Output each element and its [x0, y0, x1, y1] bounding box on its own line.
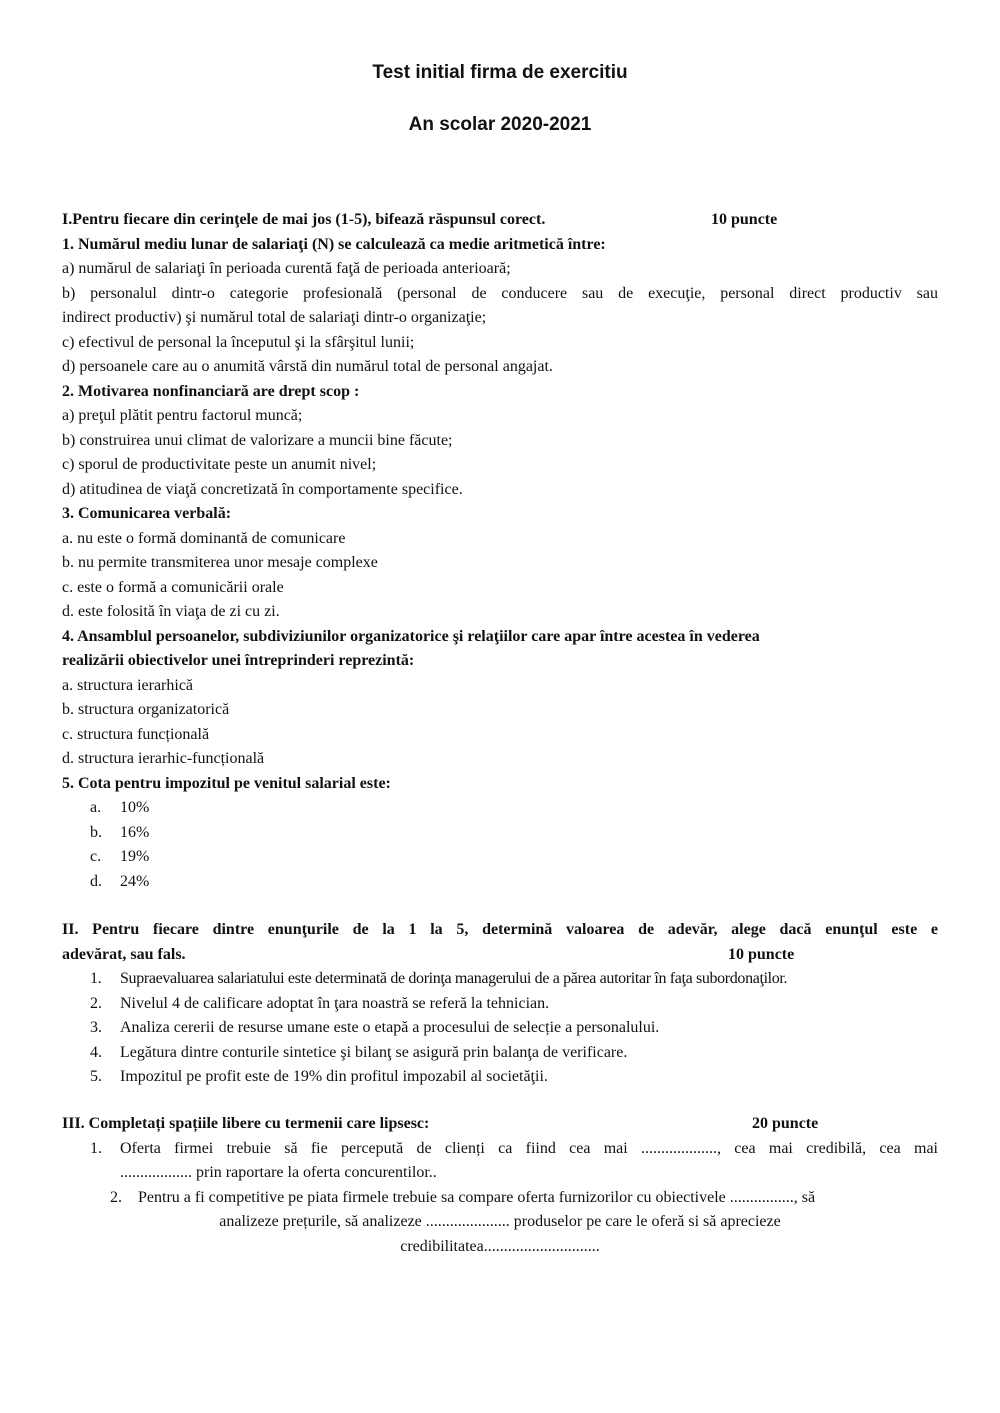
fill-in-number: 1. — [90, 1139, 102, 1157]
section-1 — [62, 208, 938, 894]
question-3-option-d: d. este folosită în viaţa de zi cu zi. — [62, 603, 280, 620]
section-2-heading-line-2: adevărat, sau fals. — [62, 945, 186, 963]
fill-in-item-1 — [62, 1137, 938, 1186]
question-4-line-1: 4. Ansamblul persoanelor, subdiviziunilor organizatorice şi relaţiilor care apar între acestea în vederea — [62, 627, 760, 645]
question-5-option-c — [62, 845, 938, 870]
question-2-option-c: c) sporul de productivitate peste un anumit nivel; — [62, 456, 377, 473]
question-3-option-a: a. nu este o formă dominantă de comunicare — [62, 529, 346, 547]
question-2-option-d: d) atitudinea de viaţă concretizată în comportamente specifice. — [62, 480, 463, 498]
question-4-option-a: a. structura ierarhică — [62, 676, 194, 694]
option-value: 24% — [120, 872, 150, 890]
section-3-heading-row — [62, 1112, 938, 1137]
question-1-option-c: c) efectivul de personal la începutul şi la sfârşitul lunii; — [62, 333, 415, 351]
question-4-option-b: b. structura organizatorică — [62, 701, 230, 718]
fill-in-1-line-2: .................. prin raportare la oferta concurentilor.. — [120, 1164, 437, 1181]
option-label: a. — [90, 799, 102, 816]
question-2: 2. Motivarea nonfinanciară are drept scop : — [62, 382, 360, 400]
statement-text: Supraevaluarea salariatului este determinată de dorinţa managerului de a părea autoritar în faţa subordonaţilor. — [120, 970, 788, 987]
statement-text: Impozitul pe profit este de 19% din profitul impozabil al societăţii. — [120, 1068, 548, 1085]
question-1-option-b-cont: indirect productiv) şi numărul total de salariaţi dintr-o organizaţie; — [62, 309, 487, 326]
statement-number: 4. — [90, 1043, 102, 1061]
section-1-heading-row — [62, 208, 938, 233]
section-1-heading: I.Pentru fiecare din cerinţele de mai jos (1-5), bifează răspunsul corect. — [62, 211, 546, 228]
question-3-option-c: c. este o formă a comunicării orale — [62, 578, 284, 596]
statement-number: 2. — [90, 994, 102, 1012]
fill-in-number: 2. — [110, 1188, 122, 1206]
option-label: c. — [90, 848, 102, 865]
section-3 — [62, 1112, 938, 1259]
question-5-option-a — [62, 796, 938, 821]
section-2 — [62, 918, 938, 1090]
statement-text: Legătura dintre conturile sintetice şi bilanţ se asigură prin balanţa de verificare. — [120, 1043, 628, 1061]
option-value: 19% — [120, 848, 150, 865]
section-2-heading-row — [62, 943, 938, 968]
question-1-option-a: a) numărul de salariaţi în perioada curentă faţă de perioada anterioară; — [62, 260, 511, 277]
option-value: 10% — [120, 799, 150, 816]
statement-4 — [62, 1041, 938, 1066]
fill-in-items — [62, 1137, 938, 1260]
option-label: d. — [90, 872, 102, 890]
question-2-option-a: a) preţul plătit pentru factorul muncă; — [62, 407, 303, 424]
statement-2 — [62, 992, 938, 1017]
statement-number: 1. — [90, 970, 102, 987]
statement-number: 3. — [90, 1019, 102, 1036]
question-1: 1. Numărul mediu lunar de salariaţi (N) se calculează ca medie aritmetică între: — [62, 235, 606, 253]
fill-in-item-2 — [62, 1186, 938, 1260]
statement-5 — [62, 1065, 938, 1090]
section-3-heading: III. Completați spațiile libere cu termenii care lipsesc: — [62, 1115, 430, 1132]
question-5: 5. Cota pentru impozitul pe venitul salarial este: — [62, 774, 391, 792]
statement-number: 5. — [90, 1068, 102, 1085]
statement-3 — [62, 1016, 938, 1041]
fill-in-2-line-2: analizeze prețurile, să analizeze ..................... produselor pe care le oferă si să aprecieze — [219, 1213, 781, 1230]
section-1-points: 10 puncte — [711, 211, 778, 228]
statement-text: Nivelul 4 de calificare adoptat în ţara noastră se referă la tehnician. — [120, 994, 550, 1012]
question-3-option-b: b. nu permite transmiterea unor mesaje complexe — [62, 554, 378, 571]
fill-in-2-line-1-text: Pentru a fi competitive pe piata firmele trebuie sa compare oferta furnizorilor cu obiectivele ................, să — [138, 1188, 816, 1206]
statement-text: Analiza cererii de resurse umane este o etapă a procesului de selecție a personalului. — [120, 1019, 660, 1036]
question-3: 3. Comunicarea verbală: — [62, 505, 232, 522]
option-label: b. — [90, 823, 102, 841]
question-1-option-b: b) personalul dintr-o categorie profesională (personal de conducere sau de execuţie, personal direct productiv sau — [62, 284, 938, 302]
question-4-option-d: d. structura ierarhic-funcțională — [62, 750, 265, 767]
section-2-heading-line-1: II. Pentru fiecare dintre enunţurile de la 1 la 5, determină valoarea de adevăr, alege dacă enunţul este e — [62, 921, 938, 938]
document-title: Test initial firma de exercitiu — [372, 62, 628, 83]
question-5-option-b — [62, 821, 938, 846]
section-3-points: 20 puncte — [752, 1115, 819, 1132]
fill-in-1-line-1: Oferta firmei trebuie să fie percepută de clienți ca fiind cea mai ..................., cea mai credibilă, cea mai — [120, 1139, 938, 1157]
fill-in-2-line-3: credibilitatea............................. — [400, 1237, 600, 1255]
section-2-statements — [62, 967, 938, 1090]
question-5-option-d — [62, 870, 938, 895]
statement-1 — [62, 967, 938, 992]
question-4-line-2: realizării obiectivelor unei întreprinderi reprezintă: — [62, 652, 415, 669]
question-2-option-b: b) construirea unui climat de valorizare a muncii bine făcute; — [62, 431, 453, 449]
section-2-points: 10 puncte — [728, 945, 795, 963]
question-4-option-c: c. structura funcțională — [62, 725, 210, 743]
school-year-subtitle: An scolar 2020-2021 — [408, 114, 592, 135]
fill-in-2-line-1 — [62, 1186, 938, 1211]
question-1-option-d: d) persoanele care au o anumită vârstă din numărul total de personal angajat. — [62, 358, 553, 375]
option-value: 16% — [120, 823, 150, 841]
